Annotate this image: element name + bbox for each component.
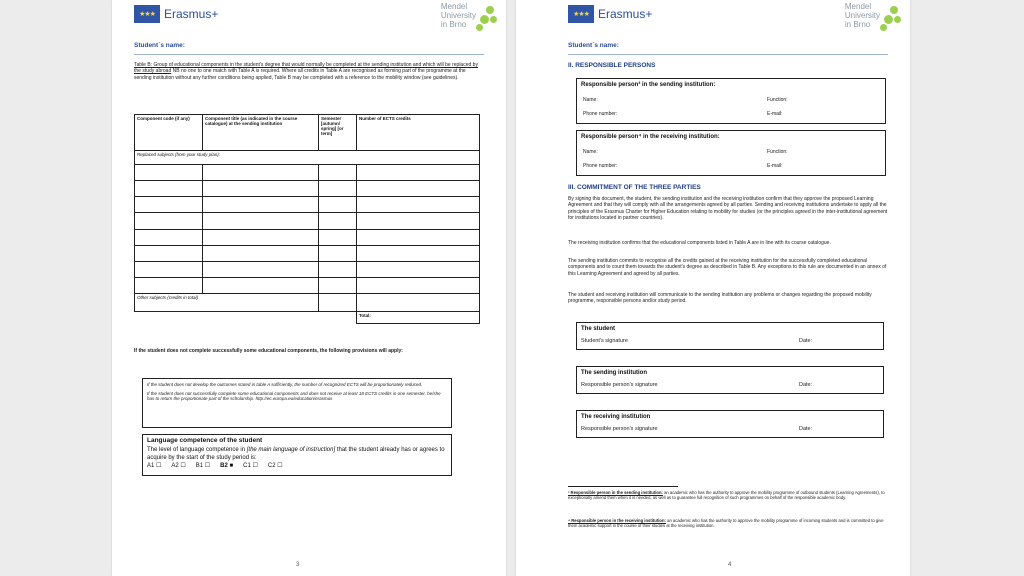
date-label: Date: [799, 338, 813, 344]
date-label: Date: [799, 426, 813, 432]
email-label: E-mail: [767, 111, 783, 117]
table-row[interactable] [135, 245, 480, 261]
document-page-3 [112, 0, 506, 576]
page-header [516, 0, 910, 60]
language-competence-text: The level of language competence in [the main language of instruction] that the student already has or agrees to acquire by the start of the study period is: [147, 447, 445, 461]
total-label: Total: [357, 312, 480, 324]
page-number: 4 [728, 562, 732, 568]
level-c2-checkbox[interactable]: C2 ☐ [267, 463, 283, 469]
erasmus-logo-text: Erasmus+ [164, 7, 219, 21]
footnote-4: ⁴ Responsible person in the receiving institution: an academic who has the authority to approve the mobility programme of incoming students and is committed to give them academic support in the course of their studies at the receiving institution. [568, 518, 884, 529]
replaced-subjects-label: Replaced subjects (from your study plan): [135, 151, 480, 165]
table-header-title: Component title (as indicated in the course catalogue) at the sending institution [203, 115, 319, 151]
table-b [134, 114, 480, 324]
table-row[interactable] [135, 213, 480, 229]
erasmus-logo-text: Erasmus+ [598, 7, 653, 21]
level-b2-checkbox[interactable]: B2 ■ [220, 463, 234, 469]
commitment-paragraph-3: The sending institution commits to recognise all the credits gained at the receiving institution for the successfully completed educational components and to count them towards the student's degree as described in Table B. Any exceptions to this rule are documented in an annex of this Learning Agreement and agreed by all parties. [568, 258, 887, 277]
language-competence-title: Language competence of the student [147, 437, 263, 444]
table-row[interactable] [135, 181, 480, 197]
name-label: Name: [583, 149, 598, 155]
commitment-paragraph-2: The receiving institution confirms that the educational components listed in Table A are in line with its course catalogue. [568, 240, 831, 246]
footnote-3: ³ Responsible person in the sending institution: an academic who has the authority to approve the mobility programme of outbound students (Learning Agreements), to exceptionally amend them when it is needed, as well as to guarantee full recognition of such programmes on behalf of the responsible academic body. [568, 490, 885, 501]
name-label: Name: [583, 97, 598, 103]
table-header-semester: Semester [autumn/ spring] [or term] [319, 115, 357, 151]
provisions-box[interactable] [142, 378, 452, 428]
date-label: Date: [799, 382, 813, 388]
level-b1-checkbox[interactable]: B1 ☐ [195, 463, 211, 469]
header-divider [134, 54, 484, 55]
header-divider [568, 54, 888, 55]
receiving-institution-signature-box[interactable]: The receiving institution Responsible person's signature Date: [576, 410, 884, 438]
table-row[interactable] [135, 165, 480, 181]
responsible-sending-title: Responsible person³ in the sending institution: [581, 82, 716, 88]
provisions-heading: If the student does not complete successfully some educational components, the following provisions will apply: [134, 348, 403, 354]
provision-text-2: If the student does not successfully complete some educational components and does not receive at least 18 ECTS credits in one semester, he/she has to return the proportionate part of the scholarship. http://ec.europa.eu/education/erasmus [147, 390, 441, 402]
email-label: E-mail: [767, 163, 783, 169]
section-commitment-title: III. COMMITMENT OF THE THREE PARTIES [568, 184, 701, 191]
provision-text-1: If the student does not develop the outcomes stated in table A sufficiently, the number of recognized ECTS will be proportionately reduced. [147, 382, 423, 387]
commitment-paragraph-4: The student and receiving institution will communicate to the sending institution any problems or changes regarding the proposed mobility programme, responsible persons and/or study period. [568, 292, 872, 305]
level-a2-checkbox[interactable]: A2 ☐ [171, 463, 186, 469]
sending-institution-signature-box[interactable]: The sending institution Responsible person's signature Date: [576, 366, 884, 394]
phone-label: Phone number: [583, 163, 618, 169]
document-page-4 [516, 0, 910, 576]
table-b-intro: Table B: Group of educational components in the student's degree that would normally be completed at the sending institution and which will be replaced by the study abroad NB no one to one match with Table A is required. Where all credits in Table A are recognised as forming part of the programme at the sending institution without any further conditions being applied, Table B may be completed with a reference to the mobility window (see guidelines). [134, 62, 478, 81]
page-header [112, 0, 506, 60]
mendel-university-logo: Mendel University in Brno [440, 2, 476, 29]
responsible-receiving-title: Responsible person⁴ in the receiving institution: [581, 134, 720, 140]
student-signature-label: Student's signature [581, 338, 628, 344]
eu-flag-icon: ★★★ [568, 5, 594, 23]
level-a1-checkbox[interactable]: A1 ☐ [147, 463, 162, 469]
function-label: Function: [767, 97, 788, 103]
responsible-person-signature-label: Responsible person's signature [581, 426, 658, 432]
phone-label: Phone number: [583, 111, 618, 117]
table-header-code: Component code (if any) [135, 115, 203, 151]
commitment-paragraph-1: By signing this document, the student, the sending institution and the receiving institution confirm that they approve the proposed Learning Agreement and that they will comply with all the arrangements agreed by all parties. Sending and receiving institutions undertake to apply all the principles of the Erasmus Charter for Higher Education relating to mobility for studies (or the principles agreed in the inter-institutional agreement for institutions located in partner countries). [568, 196, 888, 221]
table-row[interactable] [135, 229, 480, 245]
language-competence-box [142, 434, 452, 476]
table-row[interactable] [135, 197, 480, 213]
section-responsible-persons-title: II. RESPONSIBLE PERSONS [568, 62, 656, 69]
table-header-ects: Number of ECTS credits [357, 115, 480, 151]
mendel-dots-icon [880, 6, 902, 32]
responsible-person-signature-label: Responsible person's signature [581, 382, 658, 388]
table-row[interactable] [135, 261, 480, 277]
student-signature-box[interactable]: The student Student's signature Date: [576, 322, 884, 350]
mendel-university-logo: Mendel University in Brno [844, 2, 880, 29]
level-c1-checkbox[interactable]: C1 ☐ [243, 463, 258, 469]
responsible-receiving-box[interactable] [576, 130, 886, 176]
page-number: 3 [296, 562, 300, 568]
erasmus-logo [134, 5, 218, 23]
other-subjects-label: Other subjects (credits in total) [135, 294, 319, 312]
function-label: Function: [767, 149, 788, 155]
eu-flag-icon: ★★★ [134, 5, 160, 23]
table-row[interactable] [135, 277, 480, 293]
student-name-label: Student´s name: [134, 42, 185, 49]
erasmus-logo [568, 5, 652, 23]
student-name-label: Student´s name: [568, 42, 619, 49]
language-level-options [147, 462, 447, 470]
footnote-divider [568, 486, 678, 487]
responsible-sending-box[interactable] [576, 78, 886, 124]
mendel-dots-icon [476, 6, 498, 32]
